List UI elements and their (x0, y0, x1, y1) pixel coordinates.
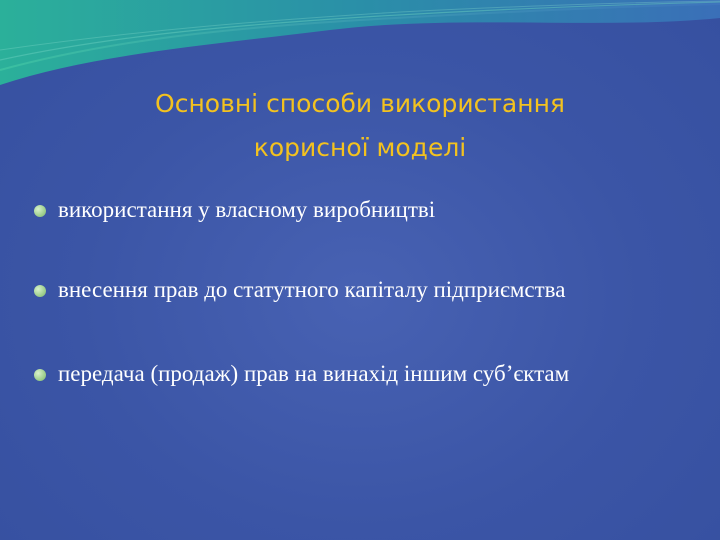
bullet-list (34, 194, 694, 389)
bullet-dot-icon (34, 369, 46, 381)
bullet-item (34, 194, 694, 225)
title-line-2: корисної моделі (253, 133, 467, 162)
bullet-dot-icon (34, 285, 46, 297)
bullet-text: використання у власному виробництві (58, 197, 436, 222)
bullet-item (34, 274, 694, 305)
title-line-1: Основні способи використання (155, 89, 565, 118)
bullet-text: внесення прав до статутного капіталу підприємства (58, 277, 566, 302)
decorative-wave (0, 0, 720, 95)
bullet-text: передача (продаж) прав на винахід іншим суб’єктам (58, 361, 570, 386)
bullet-dot-icon (34, 205, 46, 217)
slide-title (0, 82, 720, 170)
bullet-item (34, 358, 694, 389)
